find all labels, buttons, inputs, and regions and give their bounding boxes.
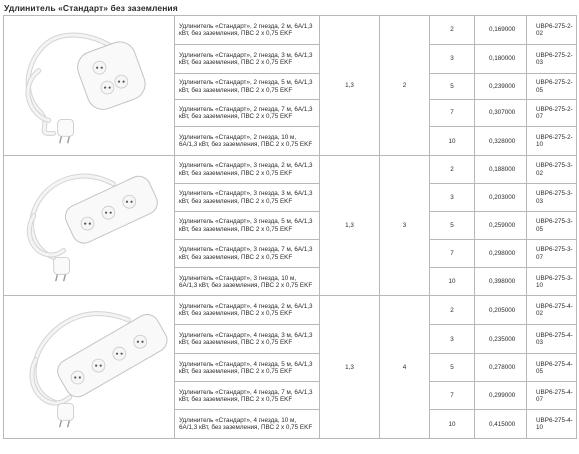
cable-length: 3 <box>430 184 475 212</box>
article-code: UBP6-275-3-02 <box>527 156 577 184</box>
power-value: 1,3 <box>320 296 380 439</box>
cable-length: 10 <box>430 268 475 296</box>
product-description: Удлинитель «Стандарт», 3 гнезда, 3 м, 6А/1,3 кВт, без заземления, ПВС 2 х 0,75 EKF <box>175 184 320 212</box>
product-description: Удлинитель «Стандарт», 4 гнезда, 2 м, 6А/1,3 кВт, без заземления, ПВС 2 х 0,75 EKF <box>175 296 320 325</box>
cable-length: 5 <box>430 212 475 240</box>
price-value: 0,278000 <box>475 354 527 382</box>
price-value: 0,307000 <box>475 100 527 127</box>
price-value: 0,169000 <box>475 16 527 45</box>
price-value: 0,299000 <box>475 382 527 410</box>
cable-length: 3 <box>430 45 475 74</box>
price-value: 0,398000 <box>475 268 527 296</box>
product-description: Удлинитель «Стандарт», 3 гнезда, 2 м, 6А/1,3 кВт, без заземления, ПВС 2 х 0,75 EKF <box>175 156 320 184</box>
power-value: 1,3 <box>320 156 380 296</box>
product-table <box>3 15 577 439</box>
table-row <box>4 156 577 184</box>
cable-length: 7 <box>430 100 475 127</box>
cable-length: 5 <box>430 354 475 382</box>
product-image-4-socket <box>4 296 175 439</box>
cable-length: 2 <box>430 156 475 184</box>
product-description: Удлинитель «Стандарт», 2 гнезда, 10 м, 6А/1,3 кВт, без заземления, ПВС 2 х 0,75 EKF <box>175 127 320 156</box>
article-code: UBP6-275-3-05 <box>527 212 577 240</box>
table-row <box>4 296 577 325</box>
product-description: Удлинитель «Стандарт», 3 гнезда, 10 м, 6А/1,3 кВт, без заземления, ПВС 2 х 0,75 EKF <box>175 268 320 296</box>
table-row <box>4 16 577 45</box>
outlet-count: 2 <box>380 16 430 156</box>
cable-length: 7 <box>430 240 475 268</box>
power-value: 1,3 <box>320 16 380 156</box>
product-description: Удлинитель «Стандарт», 2 гнезда, 2 м, 6А/1,3 кВт, без заземления, ПВС 2 х 0,75 EKF <box>175 16 320 45</box>
article-code: UBP6-275-4-05 <box>527 354 577 382</box>
price-value: 0,328000 <box>475 127 527 156</box>
cable-length: 2 <box>430 296 475 325</box>
cable-length: 10 <box>430 127 475 156</box>
product-description: Удлинитель «Стандарт», 4 гнезда, 10 м, 6А/1,3 кВт, без заземления, ПВС 2 х 0,75 EKF <box>175 410 320 439</box>
article-code: UBP6-275-4-03 <box>527 325 577 354</box>
price-value: 0,415000 <box>475 410 527 439</box>
product-description: Удлинитель «Стандарт», 4 гнезда, 7 м, 6А/1,3 кВт, без заземления, ПВС 2 х 0,75 EKF <box>175 382 320 410</box>
article-code: UBP6-275-2-02 <box>527 16 577 45</box>
product-description: Удлинитель «Стандарт», 4 гнезда, 5 м, 6А/1,3 кВт, без заземления, ПВС 2 х 0,75 EKF <box>175 354 320 382</box>
page-title: Удлинитель «Стандарт» без заземления <box>4 3 178 13</box>
article-code: UBP6-275-3-03 <box>527 184 577 212</box>
article-code: UBP6-275-3-10 <box>527 268 577 296</box>
price-value: 0,180000 <box>475 45 527 74</box>
product-description: Удлинитель «Стандарт», 2 гнезда, 7 м, 6А/1,3 кВт, без заземления, ПВС 2 х 0,75 EKF <box>175 100 320 127</box>
article-code: UBP6-275-2-03 <box>527 45 577 74</box>
price-value: 0,203000 <box>475 184 527 212</box>
price-value: 0,259000 <box>475 212 527 240</box>
cable-length: 5 <box>430 74 475 100</box>
cable-length: 10 <box>430 410 475 439</box>
cable-length: 3 <box>430 325 475 354</box>
product-image-3-socket <box>4 156 175 296</box>
outlet-count: 3 <box>380 156 430 296</box>
article-code: UBP6-275-4-10 <box>527 410 577 439</box>
outlet-count: 4 <box>380 296 430 439</box>
article-code: UBP6-275-4-07 <box>527 382 577 410</box>
price-value: 0,205000 <box>475 296 527 325</box>
article-code: UBP6-275-4-02 <box>527 296 577 325</box>
price-value: 0,239000 <box>475 74 527 100</box>
price-value: 0,235000 <box>475 325 527 354</box>
product-image-2-socket <box>4 16 175 156</box>
product-description: Удлинитель «Стандарт», 3 гнезда, 7 м, 6А/1,3 кВт, без заземления, ПВС 2 х 0,75 EKF <box>175 240 320 268</box>
product-description: Удлинитель «Стандарт», 3 гнезда, 5 м, 6А/1,3 кВт, без заземления, ПВС 2 х 0,75 EKF <box>175 212 320 240</box>
cable-length: 2 <box>430 16 475 45</box>
article-code: UBP6-275-3-07 <box>527 240 577 268</box>
price-value: 0,298000 <box>475 240 527 268</box>
product-description: Удлинитель «Стандарт», 4 гнезда, 3 м, 6А/1,3 кВт, без заземления, ПВС 2 х 0,75 EKF <box>175 325 320 354</box>
cable-length: 7 <box>430 382 475 410</box>
article-code: UBP6-275-2-05 <box>527 74 577 100</box>
price-value: 0,188000 <box>475 156 527 184</box>
product-description: Удлинитель «Стандарт», 2 гнезда, 5 м, 6А/1,3 кВт, без заземления, ПВС 2 х 0,75 EKF <box>175 74 320 100</box>
product-description: Удлинитель «Стандарт», 2 гнезда, 3 м, 6А/1,3 кВт, без заземления, ПВС 2 х 0,75 EKF <box>175 45 320 74</box>
article-code: UBP6-275-2-10 <box>527 127 577 156</box>
article-code: UBP6-275-2-07 <box>527 100 577 127</box>
